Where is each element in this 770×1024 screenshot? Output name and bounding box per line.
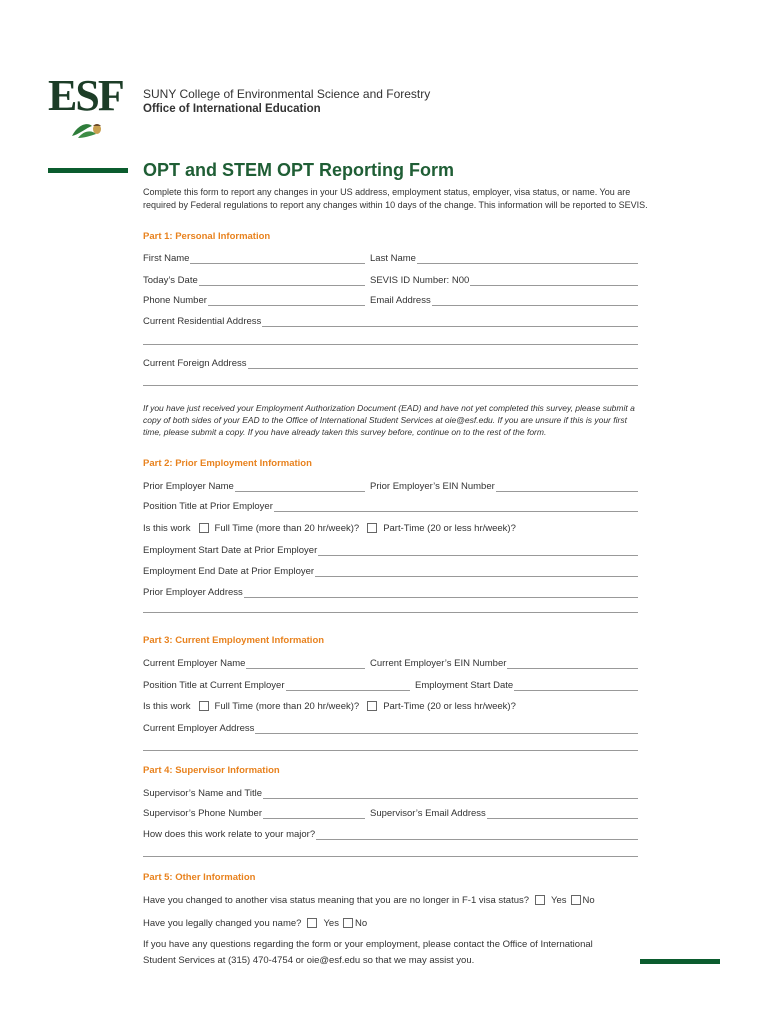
prior-work-type-row [143, 521, 516, 535]
prior-position-field[interactable] [143, 498, 638, 512]
email-label: Email Address [370, 295, 431, 306]
relate-major-label: How does this work relate to your major? [143, 829, 316, 840]
visa-change-question: Have you changed to another visa status meaning that you are no longer in F-1 visa status? [143, 894, 530, 906]
current-part-time-label: Part-Time (20 or less hr/week)? [383, 700, 516, 712]
supervisor-phone-line[interactable] [263, 807, 365, 819]
part4-heading: Part 4: Supervisor Information [143, 765, 280, 776]
visa-no-label: No [582, 894, 595, 906]
supervisor-name-label: Supervisor’s Name and Title [143, 788, 262, 799]
visa-yes-checkbox[interactable] [535, 895, 545, 905]
residential-address-label: Current Residential Address [143, 316, 262, 327]
name-no-checkbox[interactable] [343, 918, 353, 928]
sevis-id-line[interactable] [470, 274, 638, 286]
prior-ein-label: Prior Employer’s EIN Number [370, 481, 495, 492]
phone-field[interactable] [143, 292, 365, 306]
part2-heading: Part 2: Prior Employment Information [143, 458, 312, 469]
first-name-line[interactable] [190, 252, 365, 264]
name-no-label: No [354, 917, 368, 929]
prior-part-time-checkbox[interactable] [367, 523, 377, 533]
first-name-label: First Name [143, 253, 190, 264]
prior-address-line[interactable] [244, 586, 638, 598]
name-change-row [143, 916, 367, 930]
current-address-label: Current Employer Address [143, 723, 255, 734]
prior-ein-line[interactable] [496, 480, 638, 492]
prior-full-time-label: Full Time (more than 20 hr/week)? [214, 522, 360, 534]
current-address-line-2[interactable] [143, 750, 638, 751]
name-yes-checkbox[interactable] [307, 918, 317, 928]
current-is-this-work-label: Is this work [143, 700, 191, 712]
residential-address-line[interactable] [262, 315, 638, 327]
page-title: OPT and STEM OPT Reporting Form [143, 160, 455, 180]
last-name-field[interactable] [370, 250, 638, 264]
prior-ein-field[interactable] [370, 478, 638, 492]
residential-address-line-2[interactable] [143, 344, 638, 345]
ead-note: If you have just received your Employment Authorization Document (EAD) and have not yet completed this survey, please submit a copy of both sides of your EAD to the Office of International Student Services at oie@esf.edu. If you are unsure if this is your first time, please submit a copy. If you have already taken this survey before, continue on to the rest of the form. [143, 403, 635, 437]
acorn-leaf-icon [70, 116, 104, 142]
current-address-field[interactable] [143, 720, 638, 734]
prior-end-date-line[interactable] [315, 565, 638, 577]
supervisor-phone-label: Supervisor’s Phone Number [143, 808, 262, 819]
prior-employer-name-label: Prior Employer Name [143, 481, 234, 492]
prior-start-date-line[interactable] [318, 544, 638, 556]
prior-address-field[interactable] [143, 584, 638, 598]
last-name-label: Last Name [370, 253, 416, 264]
current-full-time-checkbox[interactable] [199, 701, 209, 711]
prior-address-label: Prior Employer Address [143, 587, 243, 598]
current-ein-line[interactable] [507, 657, 638, 669]
current-ein-field[interactable] [370, 655, 638, 669]
college-name: SUNY College of Environmental Science and Forestry [143, 87, 431, 101]
todays-date-field[interactable] [143, 272, 365, 286]
current-employer-name-label: Current Employer Name [143, 658, 246, 669]
supervisor-email-label: Supervisor’s Email Address [370, 808, 486, 819]
todays-date-label: Today’s Date [143, 275, 198, 286]
current-work-type-row [143, 699, 516, 713]
prior-position-label: Position Title at Prior Employer [143, 501, 273, 512]
name-change-question: Have you legally changed you name? [143, 917, 302, 929]
current-full-time-label: Full Time (more than 20 hr/week)? [214, 700, 360, 712]
relate-major-line[interactable] [316, 828, 638, 840]
supervisor-email-line[interactable] [487, 807, 638, 819]
prior-part-time-label: Part-Time (20 or less hr/week)? [383, 522, 516, 534]
foreign-address-line[interactable] [248, 357, 639, 369]
prior-is-this-work-label: Is this work [143, 522, 191, 534]
prior-end-date-label: Employment End Date at Prior Employer [143, 566, 315, 577]
prior-employer-name-field[interactable] [143, 478, 365, 492]
name-yes-label: Yes [323, 917, 339, 929]
foreign-address-line-2[interactable] [143, 385, 638, 386]
visa-no-checkbox[interactable] [571, 895, 581, 905]
current-part-time-checkbox[interactable] [367, 701, 377, 711]
prior-end-date-field[interactable] [143, 563, 638, 577]
residential-address-field[interactable] [143, 313, 638, 327]
current-position-line[interactable] [286, 679, 410, 691]
current-address-line[interactable] [255, 722, 638, 734]
supervisor-name-line[interactable] [263, 787, 638, 799]
visa-yes-label: Yes [551, 894, 567, 906]
email-field[interactable] [370, 292, 638, 306]
prior-employer-name-line[interactable] [235, 480, 365, 492]
intro-text: Complete this form to report any changes in your US address, employment status, employer, visa status, or name. You are required by Federal regulations to report any changes within 10 days of the change. This information will be reported to SEVIS. [143, 187, 648, 210]
relate-major-field[interactable] [143, 826, 638, 840]
prior-position-line[interactable] [274, 500, 638, 512]
esf-logo [48, 71, 134, 142]
part1-heading: Part 1: Personal Information [143, 231, 271, 242]
part5-heading: Part 5: Other Information [143, 872, 256, 883]
prior-full-time-checkbox[interactable] [199, 523, 209, 533]
contact-text: If you have any questions regarding the form or your employment, please contact the Office of International Student Services at (315) 470-4754 or oie@esf.edu so that we may assist you. [143, 939, 593, 966]
office-name: Office of International Education [143, 103, 321, 115]
visa-change-row [143, 893, 595, 907]
first-name-field[interactable] [143, 250, 365, 264]
current-employer-name-field[interactable] [143, 655, 365, 669]
current-start-date-field[interactable] [415, 677, 638, 691]
supervisor-phone-field[interactable] [143, 805, 365, 819]
sevis-id-field[interactable] [370, 272, 638, 286]
sevis-id-label: SEVIS ID Number: N00 [370, 275, 470, 286]
prior-address-line-2[interactable] [143, 612, 638, 613]
part3-heading: Part 3: Current Employment Information [143, 635, 325, 646]
prior-start-date-field[interactable] [143, 542, 638, 556]
current-start-date-line[interactable] [514, 679, 638, 691]
title-accent-bar [48, 168, 128, 173]
todays-date-line[interactable] [199, 274, 365, 286]
last-name-line[interactable] [417, 252, 638, 264]
email-line[interactable] [432, 294, 638, 306]
foreign-address-label: Current Foreign Address [143, 358, 247, 369]
current-position-label: Position Title at Current Employer [143, 680, 285, 691]
foreign-address-field[interactable] [143, 355, 638, 369]
current-position-field[interactable] [143, 677, 410, 691]
phone-line[interactable] [208, 294, 365, 306]
footer-accent-bar [640, 959, 720, 964]
current-employer-name-line[interactable] [246, 657, 365, 669]
relate-major-line-2[interactable] [143, 856, 638, 857]
phone-label: Phone Number [143, 295, 207, 306]
supervisor-email-field[interactable] [370, 805, 638, 819]
current-start-date-label: Employment Start Date [415, 680, 514, 691]
prior-start-date-label: Employment Start Date at Prior Employer [143, 545, 318, 556]
current-ein-label: Current Employer’s EIN Number [370, 658, 507, 669]
logo-text: ESF [48, 71, 123, 120]
supervisor-name-field[interactable] [143, 785, 638, 799]
